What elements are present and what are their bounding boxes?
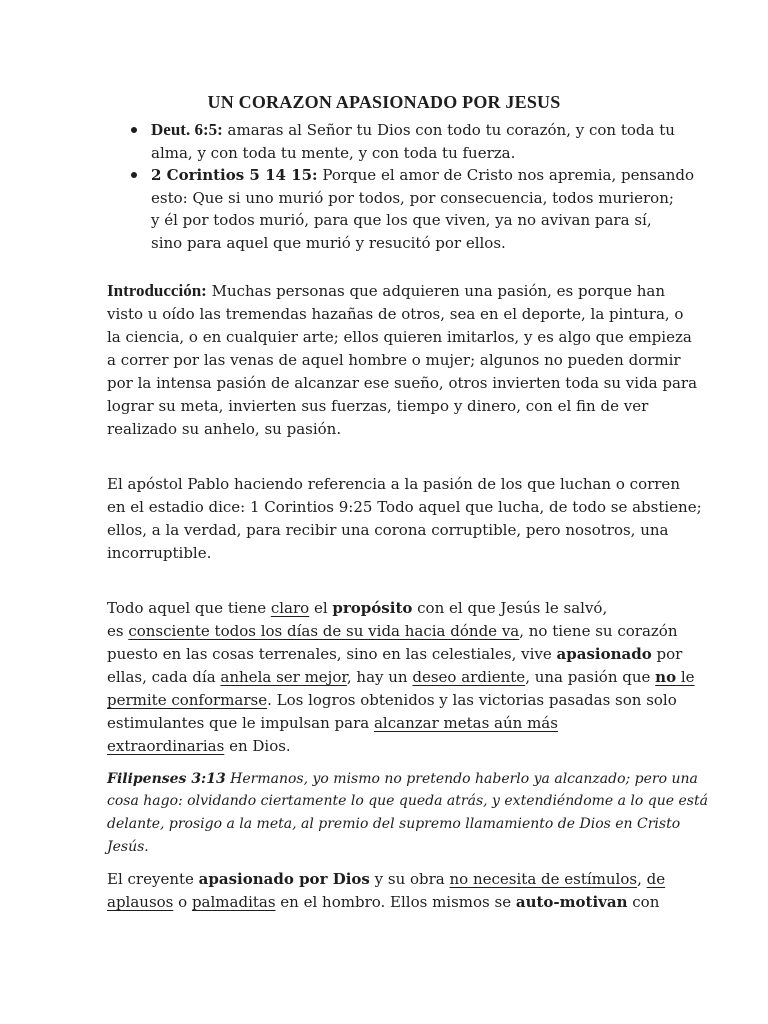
underlined-text: extraordinarias [107, 737, 225, 755]
bullet-line: esto: Que si uno murió por todos, por consecuencia, todos murieron; [151, 189, 674, 207]
underlined-text: le [676, 668, 695, 686]
quote-line: Jesús. [107, 839, 149, 855]
bold-text: apasionado por Dios [198, 870, 370, 888]
underlined-text: alcanzar metas aún más [373, 714, 558, 732]
text-run: y su obra [369, 870, 450, 888]
text-run: Porque el amor de Cristo nos apremia, pensando [317, 166, 695, 184]
paragraph-line [107, 736, 291, 756]
bold-underlined-text: no [655, 668, 677, 686]
bullet-line: y él por todos murió, para que los que viven, ya no avivan para sí, [151, 211, 652, 229]
underlined-text: claro [270, 599, 310, 617]
page-title: UN CORAZON APASIONADO POR JESUS [207, 92, 561, 112]
paragraph-line: en el estadio dice: 1 Corintios 9:25 Todo aquel que lucha, de todo se abstiene; [107, 498, 702, 516]
paragraph-line [107, 281, 665, 301]
paragraph-line [107, 892, 659, 912]
paragraph-line: realizado su anhelo, su pasión. [107, 420, 342, 438]
bullet-line [151, 120, 675, 140]
quote-line [107, 768, 698, 789]
text-run: Muchas personas que adquieren una pasión, es porque han [206, 282, 666, 300]
text-run: es [107, 622, 129, 640]
paragraph-line [107, 598, 607, 618]
paragraph-line [107, 644, 682, 664]
underlined-text: consciente todos los días de su vida hacia dónde va [128, 622, 520, 640]
text-run: por [651, 645, 683, 663]
text-run: , no tiene su corazón [519, 622, 678, 640]
text-run: El creyente [107, 870, 199, 888]
paragraph-line: a correr por las venas de aquel hombre o mujer; algunos no pueden dormir [107, 351, 681, 369]
text-run: . Los logros obtenidos y las victorias pasadas son solo [267, 691, 677, 709]
scripture-reference: Deut. 6:5: [151, 120, 223, 139]
text-run: o [173, 893, 192, 911]
underlined-text: de [646, 870, 666, 888]
bullet-line: sino para aquel que murió y resucitó por ellos. [151, 234, 506, 252]
paragraph-line [107, 621, 678, 641]
paragraph-line: lograr su meta, invierten sus fuerzas, tiempo y dinero, con el fin de ver [107, 397, 649, 415]
paragraph-line [107, 869, 665, 889]
text-run: con el que Jesús le salvó, [412, 599, 608, 617]
paragraph-line: por la intensa pasión de alcanzar ese sueño, otros invierten toda su vida para [107, 374, 698, 392]
text-run: con [627, 893, 660, 911]
text-run: ellas, cada día [107, 668, 221, 686]
paragraph-line [107, 713, 558, 733]
paragraph-line: El apóstol Pablo haciendo referencia a la pasión de los que luchan o corren [107, 475, 680, 493]
paragraph-line: visto u oído las tremendas hazañas de otros, sea en el deporte, la pintura, o [107, 305, 684, 323]
quote-line: cosa hago: olvidando ciertamente lo que queda atrás, y extendiéndome a lo que está [107, 793, 708, 809]
underlined-text: palmaditas [191, 893, 276, 911]
bold-text: apasionado [556, 645, 652, 663]
bullet-dot [131, 172, 137, 178]
bullet-line [151, 165, 694, 185]
paragraph-line [107, 667, 695, 687]
scripture-reference: 2 Corintios 5 14 15: [151, 166, 318, 184]
quote-line: delante, prosigo a la meta, al premio del supremo llamamiento de Dios en Cristo [107, 816, 681, 832]
underlined-text: aplausos [107, 893, 174, 911]
text-run: el [309, 599, 333, 617]
underlined-text: permite conformarse [107, 691, 268, 709]
bold-text: propósito [332, 599, 413, 617]
text-run: puesto en las cosas terrenales, sino en las celestiales, vive [107, 645, 557, 663]
bullet-dot [131, 127, 137, 133]
paragraph-line [107, 690, 677, 710]
paragraph-line: incorruptible. [107, 544, 212, 562]
text-run: , una pasión que [525, 668, 656, 686]
bullet-line: alma, y con toda tu mente, y con toda tu fuerza. [151, 144, 516, 162]
underlined-text: deseo ardiente [412, 668, 526, 686]
text-run: , [637, 870, 647, 888]
text-run: estimulantes que le impulsan para [107, 714, 374, 732]
bold-text: auto-motivan [515, 893, 628, 911]
underlined-text: no necesita de estímulos [449, 870, 638, 888]
text-run: en Dios. [224, 737, 291, 755]
underlined-text: anhela ser mejor [220, 668, 347, 686]
text-run: amaras al Señor tu Dios con todo tu corazón, y con toda tu [222, 121, 675, 139]
intro-label: Introducción: [107, 281, 207, 300]
text-run: , hay un [346, 668, 413, 686]
text-run: Hermanos, yo mismo no pretendo haberlo ya alcanzado; pero una [225, 771, 698, 787]
paragraph-line: la ciencia, o en cualquier arte; ellos quieren imitarlos, y es algo que empieza [107, 328, 692, 346]
text-run: en el hombro. Ellos mismos se [275, 893, 516, 911]
paragraph-line: ellos, a la verdad, para recibir una corona corruptible, pero nosotros, una [107, 521, 669, 539]
quote-reference: Filipenses 3:13 [107, 771, 226, 787]
text-run: Todo aquel que tiene [107, 599, 271, 617]
